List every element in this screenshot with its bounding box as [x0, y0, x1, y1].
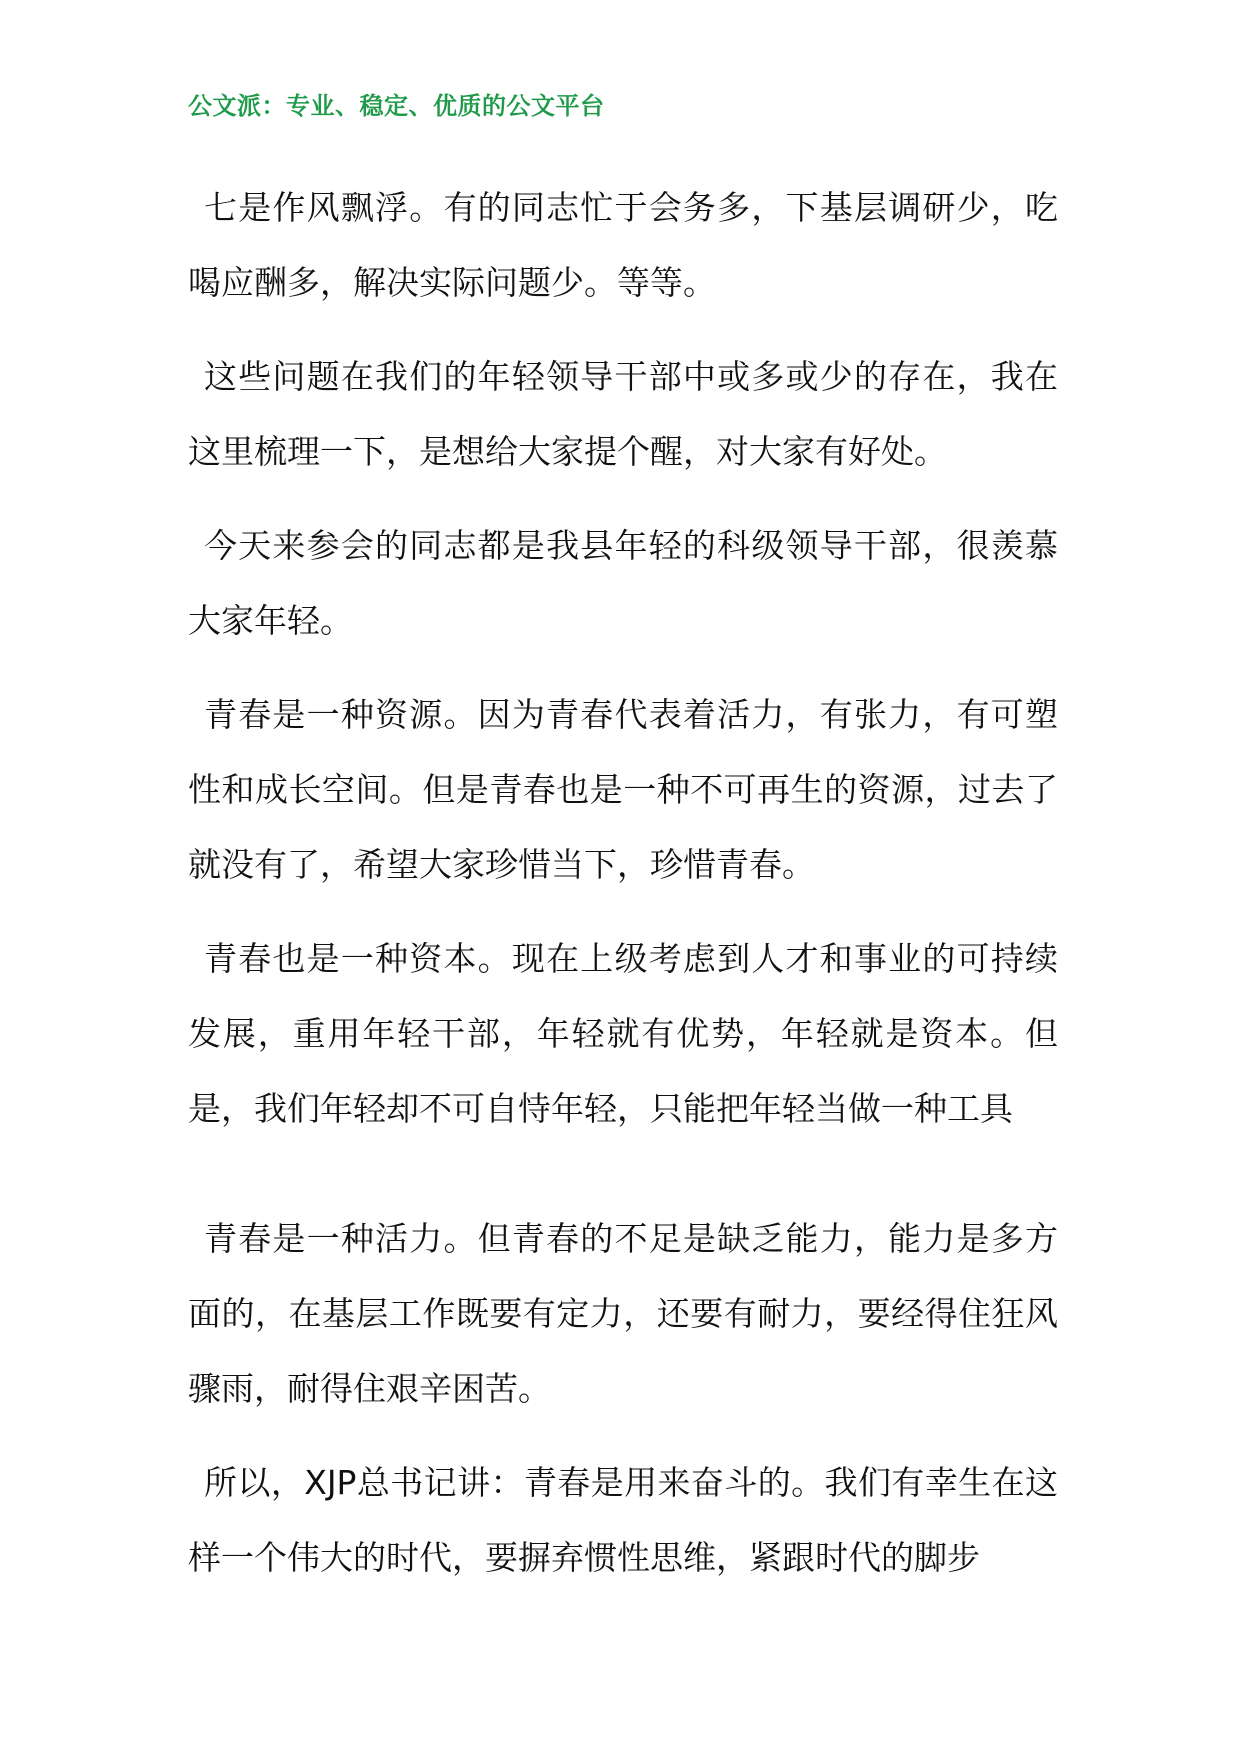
paragraph-2: 这些问题在我们的年轻领导干部中或多或少的存在，我在这里梳理一下，是想给大家提个醒，对大家有好处。	[188, 357, 1058, 471]
paragraph-1: 七是作风飘浮。有的同志忙于会务多，下基层调研少，吃喝应酬多，解决实际问题少。等等。	[188, 188, 1058, 302]
document-body	[188, 170, 1058, 1595]
page-header: 公文派：专业、稳定、优质的公文平台	[188, 91, 605, 120]
paragraph-3: 今天来参会的同志都是我县年轻的科级领导干部，很羡慕大家年轻。	[188, 526, 1058, 640]
paragraph-7: 所以，XJP总书记讲：青春是用来奋斗的。我们有幸生在这样一个伟大的时代，要摒弃惯性思维，紧跟时代的脚步	[188, 1463, 1058, 1577]
paragraph-4: 青春是一种资源。因为青春代表着活力，有张力，有可塑性和成长空间。但是青春也是一种不可再生的资源，过去了就没有了，希望大家珍惜当下，珍惜青春。	[188, 695, 1058, 884]
paragraph-6: 青春是一种活力。但青春的不足是缺乏能力，能力是多方面的，在基层工作既要有定力，还要有耐力，要经得住狂风骤雨，耐得住艰辛困苦。	[188, 1219, 1058, 1408]
paragraph-5: 青春也是一种资本。现在上级考虑到人才和事业的可持续发展，重用年轻干部，年轻就有优势，年轻就是资本。但是，我们年轻却不可自恃年轻，只能把年轻当做一种工具	[188, 939, 1058, 1128]
